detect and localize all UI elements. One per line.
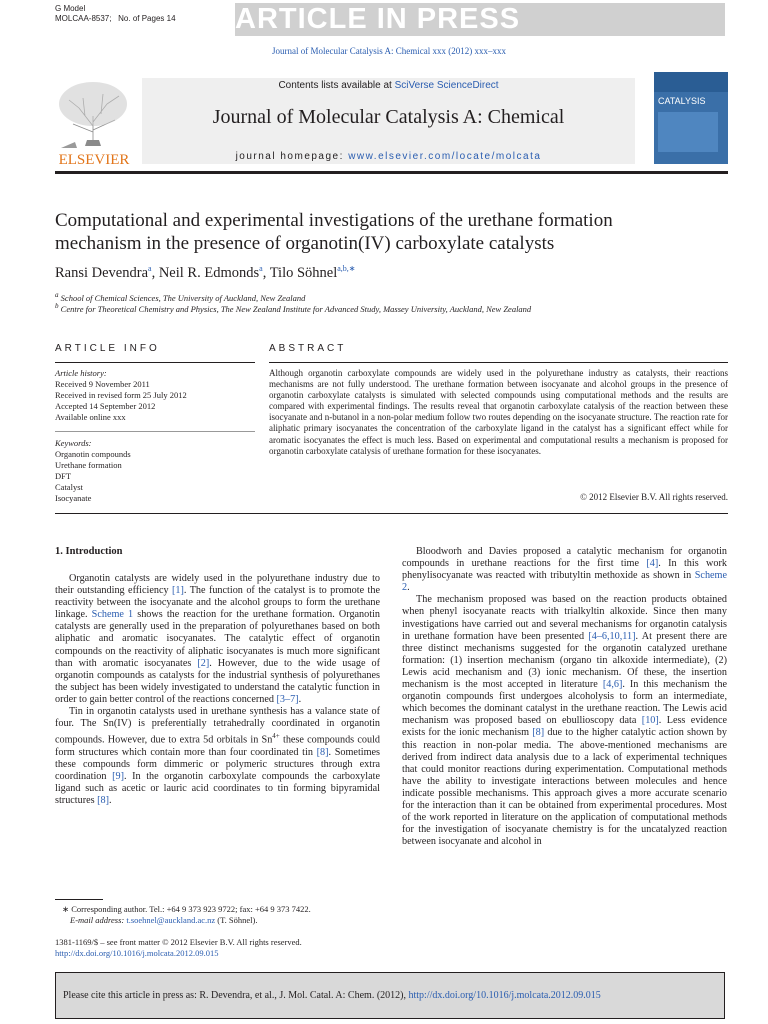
intro-paragraph-3 xyxy=(402,546,727,594)
text-run: shows the reaction for the urethane formation. Organotin catalysts are generally used in the preparation of polyurethanes based on both aliphatic and aromatic isocyanates. The catalytic effect of organotin compounds on the reactivity of aliphatic isocyanates is much more significant than with aromatic isocyanates xyxy=(55,609,380,669)
issn-text: 1381-1169/$ – see front matter © 2012 Elsevier B.V. All rights reserved. xyxy=(55,937,302,947)
reference-link[interactable]: [8] xyxy=(97,795,110,807)
keyword: DFT xyxy=(55,471,72,481)
scheme-link[interactable]: Scheme 2 xyxy=(402,570,727,594)
doi-link[interactable]: http://dx.doi.org/10.1016/j.molcata.2012.09.015 xyxy=(55,948,219,958)
abstract-text: Although organotin carboxylate compounds are widely used in the polyurethane industry as catalysts, their reactions mechanisms are not fully understood. The urethane formation between isocyanate and alcohol groups in the presence of organotin carboxylate catalysts is simulated with selected compounds using computational methods and the results are compared with experimental findings. The results reveal that organotin carboxylate catalysis of the reaction between these isocyanate and n-butanol in a non-polar medium follow two routes depending on the isocyanate structure. The reaction rate for aliphatic primary isocyanates the concentration of the carboxylate ligand in the catalyst has a significant effect while for aromatic isocyanates the effect is much less. Based on experimental and computational results a mechanism is proposed for organotin carboxylate catalysis of urethane formation for these isocyanates. xyxy=(269,368,728,456)
article-history xyxy=(55,368,187,423)
publisher-name: ELSEVIER xyxy=(58,152,130,168)
journal-citation-link[interactable]: Journal of Molecular Catalysis A: Chemical xxx (2012) xxx–xxx xyxy=(272,46,506,56)
right-column xyxy=(402,546,727,848)
superscript: 4+ xyxy=(272,732,280,741)
affiliation-a-text: School of Chemical Sciences, The University of Auckland, New Zealand xyxy=(60,292,306,303)
email-owner: (T. Söhnel). xyxy=(215,915,258,925)
reference-link[interactable]: [2] xyxy=(197,657,210,669)
homepage-prefix: journal homepage: xyxy=(235,151,344,162)
keyword: Organotin compounds xyxy=(55,449,131,459)
text-run: . The function of the catalyst is to promote the reactivity between the isocyanate and the alcohol groups to form the urethane linkage. xyxy=(55,585,380,621)
affiliation-b-text: Centre for Theoretical Chemistry and Physics, The New Zealand Institute for Advanced Study, Massey University, Auckland, New Zealand xyxy=(60,303,532,314)
history-label: Article history: xyxy=(55,368,107,378)
citation-text xyxy=(63,990,601,1001)
author-2: Neil R. Edmonds xyxy=(158,264,260,281)
abstract-rule xyxy=(269,362,728,363)
contents-prefix: Contents lists available at xyxy=(278,80,392,91)
reference-link[interactable]: [1] xyxy=(172,585,184,597)
article-in-press-text: ARTICLE IN PRESS xyxy=(235,3,521,35)
text-run: . xyxy=(407,582,410,594)
article-title-line-1: Computational and experimental investigations of the urethane formation xyxy=(55,210,613,231)
keyword: Urethane formation xyxy=(55,460,122,470)
text-run: these compounds could form structures which contain more than four coordinated tin xyxy=(55,734,380,758)
text-run: . xyxy=(298,693,302,705)
text-run: . In this work phenylisocyanate was reacted with tributyltin methoxide as shown in xyxy=(402,558,727,582)
article-info-rule xyxy=(55,362,255,363)
contents-line xyxy=(142,80,635,91)
text-run: . Sometimes these compounds form dimmeric or polymeric structures through extra coordination xyxy=(55,746,381,782)
journal-title: Journal of Molecular Catalysis A: Chemical xyxy=(212,106,565,128)
author-1: Ransi Devendra xyxy=(55,264,149,281)
elsevier-tree-logo-icon xyxy=(55,76,133,168)
citation-doi-link[interactable]: http://dx.doi.org/10.1016/j.molcata.2012.09.015 xyxy=(408,990,601,1001)
cover-title: CATALYSIS xyxy=(658,96,706,106)
article-title xyxy=(55,209,735,255)
affiliation-b-mark: b xyxy=(55,302,59,310)
reference-link[interactable]: [3–7] xyxy=(276,693,299,705)
reference-link[interactable]: [10] xyxy=(641,715,659,727)
footnote-rule xyxy=(55,899,103,900)
keyword: Isocyanate xyxy=(55,493,92,503)
masthead-rule xyxy=(55,171,728,174)
keywords-label: Keywords: xyxy=(55,438,92,448)
accepted-date: Accepted 14 September 2012 xyxy=(55,401,156,411)
affiliation-a-mark: a xyxy=(55,291,59,299)
abstract-copyright: © 2012 Elsevier B.V. All rights reserved. xyxy=(580,492,728,502)
ref-code: MOLCAA-8537; xyxy=(55,14,112,23)
left-column xyxy=(55,573,380,807)
text-run: due to the higher catalytic action shown by this reaction in non-polar media. The above-mentioned mechanisms are derived from indirect data analysis due to a lack of experimental techniques that could monitor reactions during experimentation. Computational methods have the ability to investigate interactions between molecules and hence indicate possible mechanisms. This approach gives a more accurate scenario for the interaction than it can be obtained from experimental procedures. Most of the work reported in literature on the application of computational methods for the investigation of isocyanate chemistry is for the uncatalyzed reaction between isocyanate and alcohol in xyxy=(402,727,727,848)
abstract-bottom-rule xyxy=(55,513,728,514)
scheme-link[interactable]: Scheme 1 xyxy=(91,609,134,621)
author-1-affil[interactable]: a xyxy=(148,264,152,273)
citation-prefix: Please cite this article in press as: R. Devendra, et al., J. Mol. Catal. A: Chem. (2012), xyxy=(63,990,409,1001)
text-run: Organotin catalysts are widely used in the polyurethane industry due to their outstanding efficiency xyxy=(55,573,380,597)
revised-date: Received in revised form 25 July 2012 xyxy=(55,390,187,400)
text-run: . Less evidence exists for the ionic mechanism xyxy=(402,715,727,739)
intro-paragraph-2 xyxy=(55,706,380,807)
author-list: Ransi Devendra$^a$, Neil R. Edmonds$^a$, Tilo Söhnel$^{a,b,∗}$ xyxy=(55,264,356,281)
journal-homepage xyxy=(142,151,635,162)
issn-note xyxy=(55,937,302,959)
corresponding-author-note xyxy=(62,904,311,926)
header-meta xyxy=(55,4,176,24)
section-heading-introduction: 1. Introduction xyxy=(55,546,123,557)
reference-link[interactable]: [4] xyxy=(646,558,659,570)
corresponding-author-text: ∗ Corresponding author. Tel.: +64 9 373 923 9722; fax: +64 9 373 7422. xyxy=(62,904,311,914)
reference-link[interactable]: [4–6,10,11] xyxy=(588,630,636,642)
homepage-link[interactable]: www.elsevier.com/locate/molcata xyxy=(348,151,542,162)
author-3: Tilo Söhnel xyxy=(269,264,338,281)
email-label: E-mail address: xyxy=(70,915,125,925)
online-date: Available online xxx xyxy=(55,412,126,422)
email-link[interactable]: t.soehnel@auckland.ac.nz xyxy=(126,915,216,925)
sciencedirect-link[interactable]: SciVerse ScienceDirect xyxy=(394,80,499,91)
reference-link[interactable]: [4,6] xyxy=(602,679,623,691)
intro-paragraph-1 xyxy=(55,573,380,706)
text-run: Tin in organotin catalysts used in urethane synthesis has a valance state of four. The Sn(IV) is preferentially tetrahedrally coordinated in organotin compounds. However, due to extra 5d orbitals in Sn xyxy=(55,706,380,746)
reference-link[interactable]: [9] xyxy=(112,770,124,782)
author-3-affil[interactable]: a,b,∗ xyxy=(337,264,356,273)
journal-cover-image xyxy=(654,72,728,164)
abstract-heading: ABSTRACT xyxy=(269,343,347,354)
keywords-block xyxy=(55,438,131,504)
affiliation-b xyxy=(55,302,531,314)
text-run: . However, due to the wide usage of organotin compounds as catalysts for the industrial synthesis of polyurethanes the subject has been widely investigated to understand the catalytic function in order to gain better control of the reactions concerned xyxy=(55,657,380,705)
gmodel-label: G Model xyxy=(55,4,86,13)
received-date: Received 9 November 2011 xyxy=(55,379,150,389)
keyword: Catalyst xyxy=(55,482,83,492)
text-run: Bloodworh and Davies proposed a catalytic mechanism for organotin compounds in urethane reactions for the first time xyxy=(402,546,727,570)
reference-link[interactable]: [8] xyxy=(532,727,545,739)
page-count: No. of Pages 14 xyxy=(118,14,176,23)
text-run: . xyxy=(109,795,112,807)
article-title-line-2: mechanism in the presence of organotin(IV) carboxylate catalysts xyxy=(55,233,555,254)
info-divider xyxy=(55,431,255,432)
text-run: The mechanism proposed was based on the reaction products obtained when phenyl isocyanate reacts with trialkyltin alkoxide. Since then many investigations have carried out and several mechanisms for organotin catalysis in urethane formation have been presented xyxy=(402,594,727,642)
text-run: . In the organotin carboxylate compounds the carboxylate ligand such as acetic or lauric acid coordinates to tin forming bipyramidal structures xyxy=(55,770,380,807)
author-2-affil[interactable]: a xyxy=(259,264,263,273)
text-run: . At present there are three distinct mechanisms suggested for the organotin catalyzed urethane formation: (1) insertion mechanism (organo tin alkoxide intermediate), (2) Lewis acid mechanism and (3) ionic mechanism. Of these, the insertion mechanism is the most accepted in literature xyxy=(402,630,727,691)
intro-paragraph-4 xyxy=(402,594,727,848)
article-info-heading: ARTICLE INFO xyxy=(55,343,160,354)
text-run: . In this mechanism the organotin compounds first undergoes alcoholysis to form an intermediate, which becomes the dominant catalyst in the urethane reaction. The Lewis acid mechanism was proposed based on ebullioscopy data xyxy=(402,679,727,727)
reference-link[interactable]: [8] xyxy=(316,746,329,758)
